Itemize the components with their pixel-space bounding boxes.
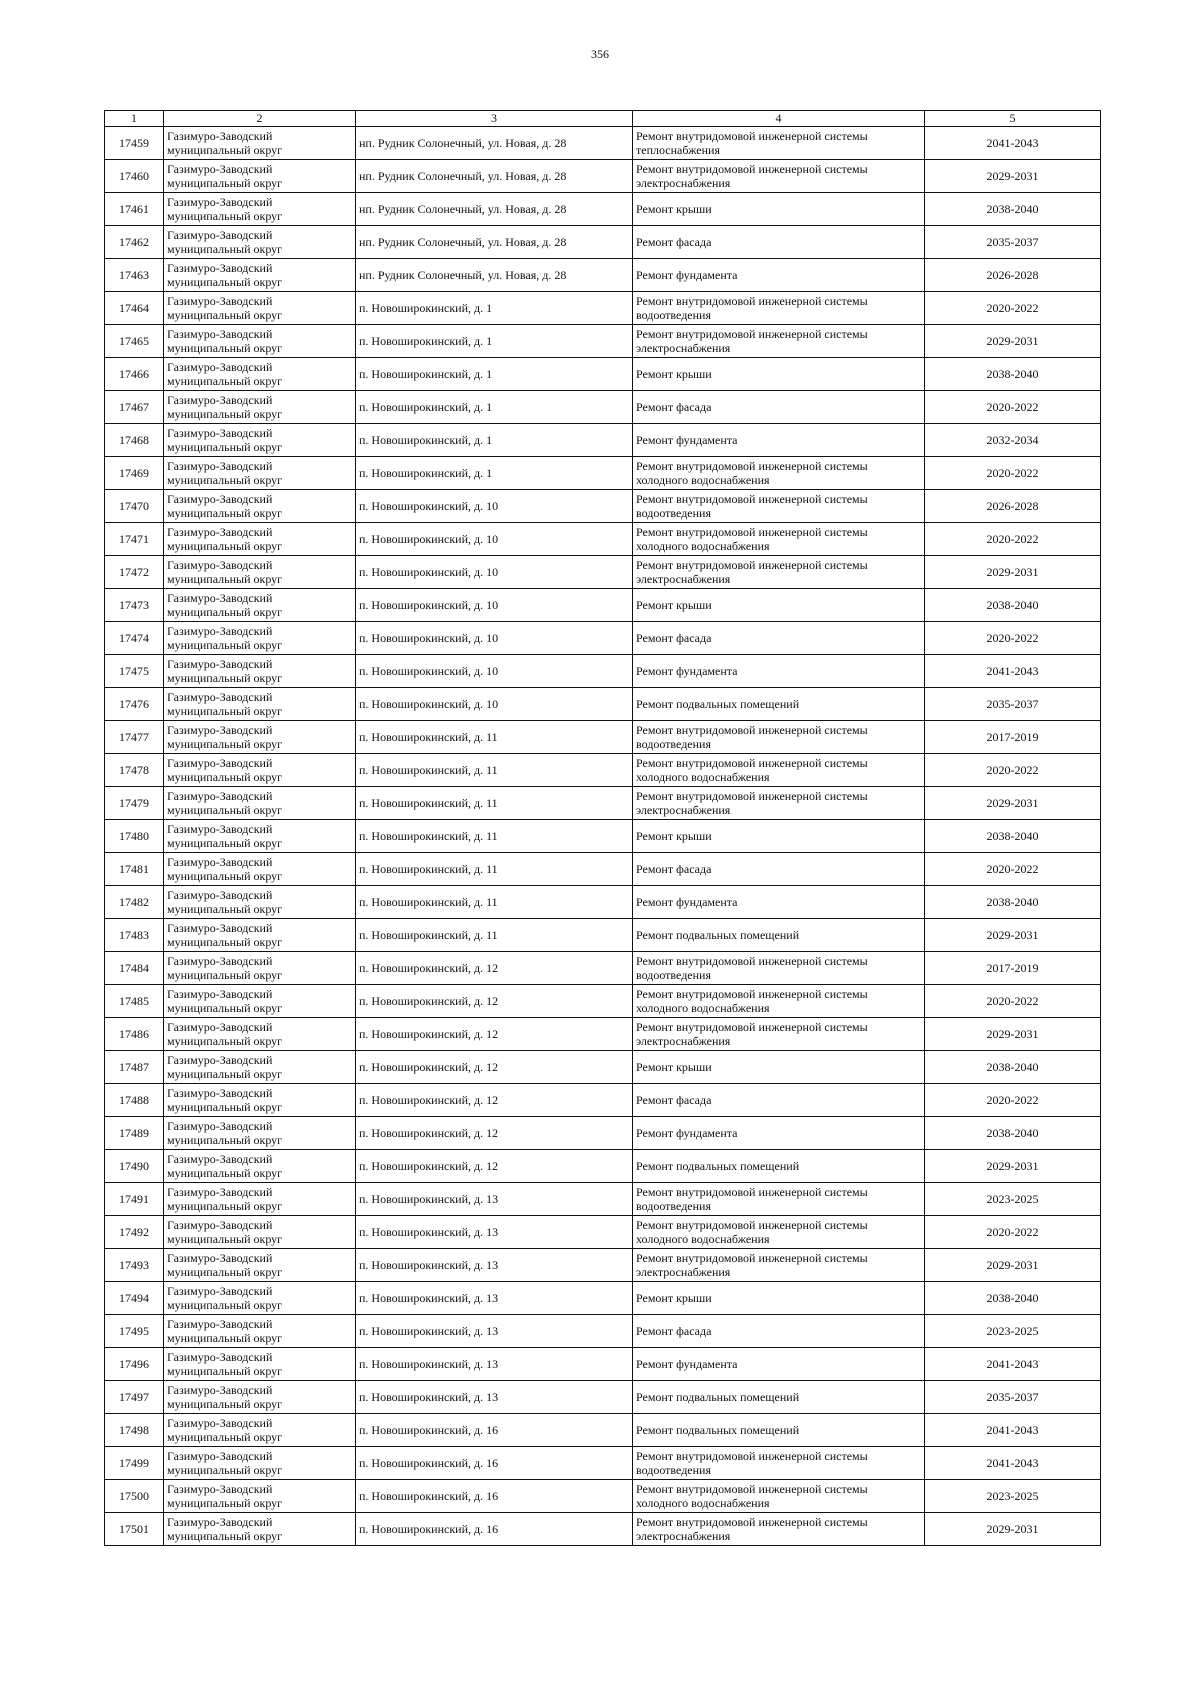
work-type-cell: Ремонт подвальных помещений bbox=[633, 1414, 925, 1447]
address-cell: п. Новоширокинский, д. 12 bbox=[356, 1150, 633, 1183]
work-type-cell: Ремонт фасада bbox=[633, 853, 925, 886]
table-row bbox=[105, 754, 1101, 787]
row-number: 17459 bbox=[105, 127, 164, 160]
district-cell: Газимуро-Заводский муниципальный округ bbox=[164, 1315, 356, 1348]
address-cell: п. Новоширокинский, д. 11 bbox=[356, 886, 633, 919]
row-number: 17501 bbox=[105, 1513, 164, 1546]
table-row bbox=[105, 1018, 1101, 1051]
row-number: 17466 bbox=[105, 358, 164, 391]
row-number: 17475 bbox=[105, 655, 164, 688]
period-cell: 2017-2019 bbox=[925, 952, 1101, 985]
work-type-cell: Ремонт подвальных помещений bbox=[633, 688, 925, 721]
work-type-cell: Ремонт фундамента bbox=[633, 1117, 925, 1150]
row-number: 17470 bbox=[105, 490, 164, 523]
district-cell: Газимуро-Заводский муниципальный округ bbox=[164, 1480, 356, 1513]
row-number: 17464 bbox=[105, 292, 164, 325]
table-row bbox=[105, 523, 1101, 556]
row-number: 17485 bbox=[105, 985, 164, 1018]
work-type-cell: Ремонт крыши bbox=[633, 1282, 925, 1315]
table-row bbox=[105, 1447, 1101, 1480]
row-number: 17487 bbox=[105, 1051, 164, 1084]
address-cell: п. Новоширокинский, д. 10 bbox=[356, 490, 633, 523]
district-cell: Газимуро-Заводский муниципальный округ bbox=[164, 292, 356, 325]
work-type-cell: Ремонт внутридомовой инженерной системы электроснабжения bbox=[633, 556, 925, 589]
row-number: 17499 bbox=[105, 1447, 164, 1480]
district-cell: Газимуро-Заводский муниципальный округ bbox=[164, 259, 356, 292]
work-type-cell: Ремонт фундамента bbox=[633, 886, 925, 919]
table-row bbox=[105, 1249, 1101, 1282]
period-cell: 2035-2037 bbox=[925, 1381, 1101, 1414]
district-cell: Газимуро-Заводский муниципальный округ bbox=[164, 787, 356, 820]
address-cell: п. Новоширокинский, д. 10 bbox=[356, 655, 633, 688]
period-cell: 2029-2031 bbox=[925, 556, 1101, 589]
period-cell: 2041-2043 bbox=[925, 1348, 1101, 1381]
table-row bbox=[105, 457, 1101, 490]
address-cell: нп. Рудник Солонечный, ул. Новая, д. 28 bbox=[356, 226, 633, 259]
district-cell: Газимуро-Заводский муниципальный округ bbox=[164, 721, 356, 754]
period-cell: 2017-2019 bbox=[925, 721, 1101, 754]
district-cell: Газимуро-Заводский муниципальный округ bbox=[164, 919, 356, 952]
row-number: 17484 bbox=[105, 952, 164, 985]
period-cell: 2020-2022 bbox=[925, 1216, 1101, 1249]
table-row bbox=[105, 490, 1101, 523]
district-cell: Газимуро-Заводский муниципальный округ bbox=[164, 622, 356, 655]
address-cell: п. Новоширокинский, д. 10 bbox=[356, 688, 633, 721]
district-cell: Газимуро-Заводский муниципальный округ bbox=[164, 985, 356, 1018]
row-number: 17469 bbox=[105, 457, 164, 490]
work-type-cell: Ремонт подвальных помещений bbox=[633, 1381, 925, 1414]
period-cell: 2041-2043 bbox=[925, 1447, 1101, 1480]
district-cell: Газимуро-Заводский муниципальный округ bbox=[164, 1150, 356, 1183]
row-number: 17460 bbox=[105, 160, 164, 193]
work-type-cell: Ремонт внутридомовой инженерной системы электроснабжения bbox=[633, 787, 925, 820]
district-cell: Газимуро-Заводский муниципальный округ bbox=[164, 1414, 356, 1447]
row-number: 17498 bbox=[105, 1414, 164, 1447]
work-type-cell: Ремонт внутридомовой инженерной системы электроснабжения bbox=[633, 1018, 925, 1051]
address-cell: нп. Рудник Солонечный, ул. Новая, д. 28 bbox=[356, 160, 633, 193]
work-type-cell: Ремонт подвальных помещений bbox=[633, 1150, 925, 1183]
work-type-cell: Ремонт крыши bbox=[633, 193, 925, 226]
table-row bbox=[105, 1381, 1101, 1414]
work-type-cell: Ремонт внутридомовой инженерной системы водоотведения bbox=[633, 292, 925, 325]
address-cell: п. Новоширокинский, д. 13 bbox=[356, 1282, 633, 1315]
work-type-cell: Ремонт внутридомовой инженерной системы электроснабжения bbox=[633, 1249, 925, 1282]
row-number: 17492 bbox=[105, 1216, 164, 1249]
work-type-cell: Ремонт внутридомовой инженерной системы водоотведения bbox=[633, 952, 925, 985]
district-cell: Газимуро-Заводский муниципальный округ bbox=[164, 490, 356, 523]
period-cell: 2038-2040 bbox=[925, 1282, 1101, 1315]
row-number: 17473 bbox=[105, 589, 164, 622]
period-cell: 2041-2043 bbox=[925, 127, 1101, 160]
table-row bbox=[105, 1150, 1101, 1183]
table-row bbox=[105, 1315, 1101, 1348]
district-cell: Газимуро-Заводский муниципальный округ bbox=[164, 391, 356, 424]
address-cell: нп. Рудник Солонечный, ул. Новая, д. 28 bbox=[356, 193, 633, 226]
district-cell: Газимуро-Заводский муниципальный округ bbox=[164, 1381, 356, 1414]
period-cell: 2041-2043 bbox=[925, 1414, 1101, 1447]
work-type-cell: Ремонт внутридомовой инженерной системы водоотведения bbox=[633, 1447, 925, 1480]
address-cell: п. Новоширокинский, д. 12 bbox=[356, 1018, 633, 1051]
row-number: 17462 bbox=[105, 226, 164, 259]
period-cell: 2020-2022 bbox=[925, 754, 1101, 787]
address-cell: п. Новоширокинский, д. 10 bbox=[356, 589, 633, 622]
period-cell: 2026-2028 bbox=[925, 259, 1101, 292]
work-type-cell: Ремонт фасада bbox=[633, 622, 925, 655]
address-cell: п. Новоширокинский, д. 10 bbox=[356, 523, 633, 556]
period-cell: 2038-2040 bbox=[925, 193, 1101, 226]
page-number: 356 bbox=[591, 47, 609, 61]
table-row bbox=[105, 193, 1101, 226]
column-header: 2 bbox=[164, 111, 356, 127]
district-cell: Газимуро-Заводский муниципальный округ bbox=[164, 820, 356, 853]
address-cell: п. Новоширокинский, д. 12 bbox=[356, 952, 633, 985]
table-row bbox=[105, 1051, 1101, 1084]
district-cell: Газимуро-Заводский муниципальный округ bbox=[164, 1018, 356, 1051]
address-cell: п. Новоширокинский, д. 1 bbox=[356, 358, 633, 391]
address-cell: п. Новоширокинский, д. 13 bbox=[356, 1315, 633, 1348]
table-row bbox=[105, 688, 1101, 721]
table-row bbox=[105, 919, 1101, 952]
row-number: 17472 bbox=[105, 556, 164, 589]
period-cell: 2020-2022 bbox=[925, 292, 1101, 325]
work-type-cell: Ремонт крыши bbox=[633, 358, 925, 391]
table-row bbox=[105, 1348, 1101, 1381]
table-row bbox=[105, 721, 1101, 754]
district-cell: Газимуро-Заводский муниципальный округ bbox=[164, 952, 356, 985]
work-type-cell: Ремонт внутридомовой инженерной системы электроснабжения bbox=[633, 325, 925, 358]
address-cell: п. Новоширокинский, д. 1 bbox=[356, 424, 633, 457]
table-row bbox=[105, 1183, 1101, 1216]
period-cell: 2029-2031 bbox=[925, 1018, 1101, 1051]
row-number: 17491 bbox=[105, 1183, 164, 1216]
district-cell: Газимуро-Заводский муниципальный округ bbox=[164, 127, 356, 160]
period-cell: 2023-2025 bbox=[925, 1315, 1101, 1348]
row-number: 17493 bbox=[105, 1249, 164, 1282]
address-cell: п. Новоширокинский, д. 13 bbox=[356, 1183, 633, 1216]
table-row bbox=[105, 160, 1101, 193]
district-cell: Газимуро-Заводский муниципальный округ bbox=[164, 853, 356, 886]
work-type-cell: Ремонт внутридомовой инженерной системы водоотведения bbox=[633, 1183, 925, 1216]
district-cell: Газимуро-Заводский муниципальный округ bbox=[164, 160, 356, 193]
row-number: 17465 bbox=[105, 325, 164, 358]
period-cell: 2023-2025 bbox=[925, 1480, 1101, 1513]
address-cell: п. Новоширокинский, д. 12 bbox=[356, 1117, 633, 1150]
period-cell: 2029-2031 bbox=[925, 1150, 1101, 1183]
table-row bbox=[105, 1480, 1101, 1513]
address-cell: п. Новоширокинский, д. 13 bbox=[356, 1381, 633, 1414]
district-cell: Газимуро-Заводский муниципальный округ bbox=[164, 424, 356, 457]
period-cell: 2029-2031 bbox=[925, 325, 1101, 358]
address-cell: п. Новоширокинский, д. 13 bbox=[356, 1216, 633, 1249]
work-type-cell: Ремонт фасада bbox=[633, 1084, 925, 1117]
district-cell: Газимуро-Заводский муниципальный округ bbox=[164, 754, 356, 787]
column-header: 4 bbox=[633, 111, 925, 127]
table-row bbox=[105, 985, 1101, 1018]
work-type-cell: Ремонт крыши bbox=[633, 589, 925, 622]
work-type-cell: Ремонт крыши bbox=[633, 820, 925, 853]
work-type-cell: Ремонт фасада bbox=[633, 1315, 925, 1348]
address-cell: п. Новоширокинский, д. 11 bbox=[356, 820, 633, 853]
row-number: 17496 bbox=[105, 1348, 164, 1381]
district-cell: Газимуро-Заводский муниципальный округ bbox=[164, 1282, 356, 1315]
period-cell: 2020-2022 bbox=[925, 1084, 1101, 1117]
address-cell: п. Новоширокинский, д. 16 bbox=[356, 1480, 633, 1513]
work-type-cell: Ремонт внутридомовой инженерной системы теплоснабжения bbox=[633, 127, 925, 160]
table-row bbox=[105, 1216, 1101, 1249]
address-cell: п. Новоширокинский, д. 16 bbox=[356, 1414, 633, 1447]
row-number: 17486 bbox=[105, 1018, 164, 1051]
row-number: 17500 bbox=[105, 1480, 164, 1513]
district-cell: Газимуро-Заводский муниципальный округ bbox=[164, 655, 356, 688]
district-cell: Газимуро-Заводский муниципальный округ bbox=[164, 1216, 356, 1249]
address-cell: п. Новоширокинский, д. 1 bbox=[356, 292, 633, 325]
work-type-cell: Ремонт внутридомовой инженерной системы холодного водоснабжения bbox=[633, 754, 925, 787]
district-cell: Газимуро-Заводский муниципальный округ bbox=[164, 358, 356, 391]
table-row bbox=[105, 325, 1101, 358]
address-cell: п. Новоширокинский, д. 10 bbox=[356, 622, 633, 655]
work-type-cell: Ремонт внутридомовой инженерной системы водоотведения bbox=[633, 490, 925, 523]
period-cell: 2020-2022 bbox=[925, 523, 1101, 556]
district-cell: Газимуро-Заводский муниципальный округ bbox=[164, 886, 356, 919]
row-number: 17494 bbox=[105, 1282, 164, 1315]
address-cell: п. Новоширокинский, д. 16 bbox=[356, 1513, 633, 1546]
address-cell: п. Новоширокинский, д. 11 bbox=[356, 919, 633, 952]
column-header: 5 bbox=[925, 111, 1101, 127]
table-row bbox=[105, 424, 1101, 457]
table-row bbox=[105, 1084, 1101, 1117]
work-type-cell: Ремонт внутридомовой инженерной системы электроснабжения bbox=[633, 1513, 925, 1546]
table-row bbox=[105, 358, 1101, 391]
period-cell: 2038-2040 bbox=[925, 589, 1101, 622]
district-cell: Газимуро-Заводский муниципальный округ bbox=[164, 325, 356, 358]
row-number: 17488 bbox=[105, 1084, 164, 1117]
district-cell: Газимуро-Заводский муниципальный округ bbox=[164, 1183, 356, 1216]
table-row bbox=[105, 391, 1101, 424]
table-row bbox=[105, 226, 1101, 259]
period-cell: 2029-2031 bbox=[925, 1249, 1101, 1282]
period-cell: 2035-2037 bbox=[925, 226, 1101, 259]
address-cell: п. Новоширокинский, д. 11 bbox=[356, 787, 633, 820]
row-number: 17480 bbox=[105, 820, 164, 853]
period-cell: 2035-2037 bbox=[925, 688, 1101, 721]
column-number-row bbox=[105, 111, 1101, 127]
row-number: 17468 bbox=[105, 424, 164, 457]
table-row bbox=[105, 622, 1101, 655]
work-type-cell: Ремонт крыши bbox=[633, 1051, 925, 1084]
work-type-cell: Ремонт внутридомовой инженерной системы холодного водоснабжения bbox=[633, 523, 925, 556]
period-cell: 2026-2028 bbox=[925, 490, 1101, 523]
table-row bbox=[105, 853, 1101, 886]
district-cell: Газимуро-Заводский муниципальный округ bbox=[164, 193, 356, 226]
row-number: 17471 bbox=[105, 523, 164, 556]
work-type-cell: Ремонт фундамента bbox=[633, 655, 925, 688]
row-number: 17476 bbox=[105, 688, 164, 721]
table-row bbox=[105, 556, 1101, 589]
table-row bbox=[105, 820, 1101, 853]
address-cell: п. Новоширокинский, д. 13 bbox=[356, 1249, 633, 1282]
address-cell: п. Новоширокинский, д. 10 bbox=[356, 556, 633, 589]
period-cell: 2038-2040 bbox=[925, 1117, 1101, 1150]
period-cell: 2020-2022 bbox=[925, 853, 1101, 886]
district-cell: Газимуро-Заводский муниципальный округ bbox=[164, 589, 356, 622]
work-type-cell: Ремонт фасада bbox=[633, 391, 925, 424]
period-cell: 2038-2040 bbox=[925, 358, 1101, 391]
address-cell: п. Новоширокинский, д. 1 bbox=[356, 391, 633, 424]
table-row bbox=[105, 886, 1101, 919]
table-row bbox=[105, 787, 1101, 820]
work-type-cell: Ремонт фундамента bbox=[633, 259, 925, 292]
row-number: 17495 bbox=[105, 1315, 164, 1348]
row-number: 17463 bbox=[105, 259, 164, 292]
work-type-cell: Ремонт подвальных помещений bbox=[633, 919, 925, 952]
period-cell: 2041-2043 bbox=[925, 655, 1101, 688]
address-cell: п. Новоширокинский, д. 1 bbox=[356, 325, 633, 358]
work-type-cell: Ремонт фасада bbox=[633, 226, 925, 259]
address-cell: п. Новоширокинский, д. 16 bbox=[356, 1447, 633, 1480]
row-number: 17483 bbox=[105, 919, 164, 952]
period-cell: 2020-2022 bbox=[925, 457, 1101, 490]
row-number: 17477 bbox=[105, 721, 164, 754]
table-row bbox=[105, 127, 1101, 160]
address-cell: нп. Рудник Солонечный, ул. Новая, д. 28 bbox=[356, 259, 633, 292]
row-number: 17479 bbox=[105, 787, 164, 820]
row-number: 17461 bbox=[105, 193, 164, 226]
district-cell: Газимуро-Заводский муниципальный округ bbox=[164, 1447, 356, 1480]
work-type-cell: Ремонт внутридомовой инженерной системы водоотведения bbox=[633, 721, 925, 754]
table-row bbox=[105, 292, 1101, 325]
row-number: 17489 bbox=[105, 1117, 164, 1150]
period-cell: 2029-2031 bbox=[925, 1513, 1101, 1546]
address-cell: п. Новоширокинский, д. 11 bbox=[356, 754, 633, 787]
work-type-cell: Ремонт внутридомовой инженерной системы холодного водоснабжения bbox=[633, 1480, 925, 1513]
period-cell: 2029-2031 bbox=[925, 160, 1101, 193]
address-cell: п. Новоширокинский, д. 11 bbox=[356, 853, 633, 886]
period-cell: 2029-2031 bbox=[925, 787, 1101, 820]
district-cell: Газимуро-Заводский муниципальный округ bbox=[164, 1348, 356, 1381]
district-cell: Газимуро-Заводский муниципальный округ bbox=[164, 1117, 356, 1150]
district-cell: Газимуро-Заводский муниципальный округ bbox=[164, 556, 356, 589]
table-row bbox=[105, 1117, 1101, 1150]
row-number: 17467 bbox=[105, 391, 164, 424]
row-number: 17482 bbox=[105, 886, 164, 919]
work-type-cell: Ремонт внутридомовой инженерной системы холодного водоснабжения bbox=[633, 457, 925, 490]
period-cell: 2032-2034 bbox=[925, 424, 1101, 457]
repair-schedule-table bbox=[104, 110, 1101, 1546]
district-cell: Газимуро-Заводский муниципальный округ bbox=[164, 226, 356, 259]
table-row bbox=[105, 655, 1101, 688]
address-cell: п. Новоширокинский, д. 12 bbox=[356, 985, 633, 1018]
table-row bbox=[105, 259, 1101, 292]
period-cell: 2038-2040 bbox=[925, 886, 1101, 919]
district-cell: Газимуро-Заводский муниципальный округ bbox=[164, 1249, 356, 1282]
table-row bbox=[105, 1414, 1101, 1447]
district-cell: Газимуро-Заводский муниципальный округ bbox=[164, 523, 356, 556]
work-type-cell: Ремонт внутридомовой инженерной системы холодного водоснабжения bbox=[633, 1216, 925, 1249]
address-cell: п. Новоширокинский, д. 12 bbox=[356, 1051, 633, 1084]
row-number: 17490 bbox=[105, 1150, 164, 1183]
table-row bbox=[105, 1282, 1101, 1315]
row-number: 17478 bbox=[105, 754, 164, 787]
row-number: 17481 bbox=[105, 853, 164, 886]
district-cell: Газимуро-Заводский муниципальный округ bbox=[164, 457, 356, 490]
table-row bbox=[105, 589, 1101, 622]
period-cell: 2020-2022 bbox=[925, 391, 1101, 424]
period-cell: 2020-2022 bbox=[925, 985, 1101, 1018]
period-cell: 2023-2025 bbox=[925, 1183, 1101, 1216]
period-cell: 2020-2022 bbox=[925, 622, 1101, 655]
period-cell: 2038-2040 bbox=[925, 820, 1101, 853]
work-type-cell: Ремонт внутридомовой инженерной системы холодного водоснабжения bbox=[633, 985, 925, 1018]
row-number: 17474 bbox=[105, 622, 164, 655]
district-cell: Газимуро-Заводский муниципальный округ bbox=[164, 688, 356, 721]
district-cell: Газимуро-Заводский муниципальный округ bbox=[164, 1051, 356, 1084]
column-header: 3 bbox=[356, 111, 633, 127]
address-cell: п. Новоширокинский, д. 12 bbox=[356, 1084, 633, 1117]
period-cell: 2038-2040 bbox=[925, 1051, 1101, 1084]
district-cell: Газимуро-Заводский муниципальный округ bbox=[164, 1084, 356, 1117]
address-cell: п. Новоширокинский, д. 11 bbox=[356, 721, 633, 754]
district-cell: Газимуро-Заводский муниципальный округ bbox=[164, 1513, 356, 1546]
row-number: 17497 bbox=[105, 1381, 164, 1414]
period-cell: 2029-2031 bbox=[925, 919, 1101, 952]
table-row bbox=[105, 952, 1101, 985]
address-cell: нп. Рудник Солонечный, ул. Новая, д. 28 bbox=[356, 127, 633, 160]
table-row bbox=[105, 1513, 1101, 1546]
work-type-cell: Ремонт фундамента bbox=[633, 1348, 925, 1381]
work-type-cell: Ремонт фундамента bbox=[633, 424, 925, 457]
address-cell: п. Новоширокинский, д. 13 bbox=[356, 1348, 633, 1381]
address-cell: п. Новоширокинский, д. 1 bbox=[356, 457, 633, 490]
column-header: 1 bbox=[105, 111, 164, 127]
work-type-cell: Ремонт внутридомовой инженерной системы электроснабжения bbox=[633, 160, 925, 193]
